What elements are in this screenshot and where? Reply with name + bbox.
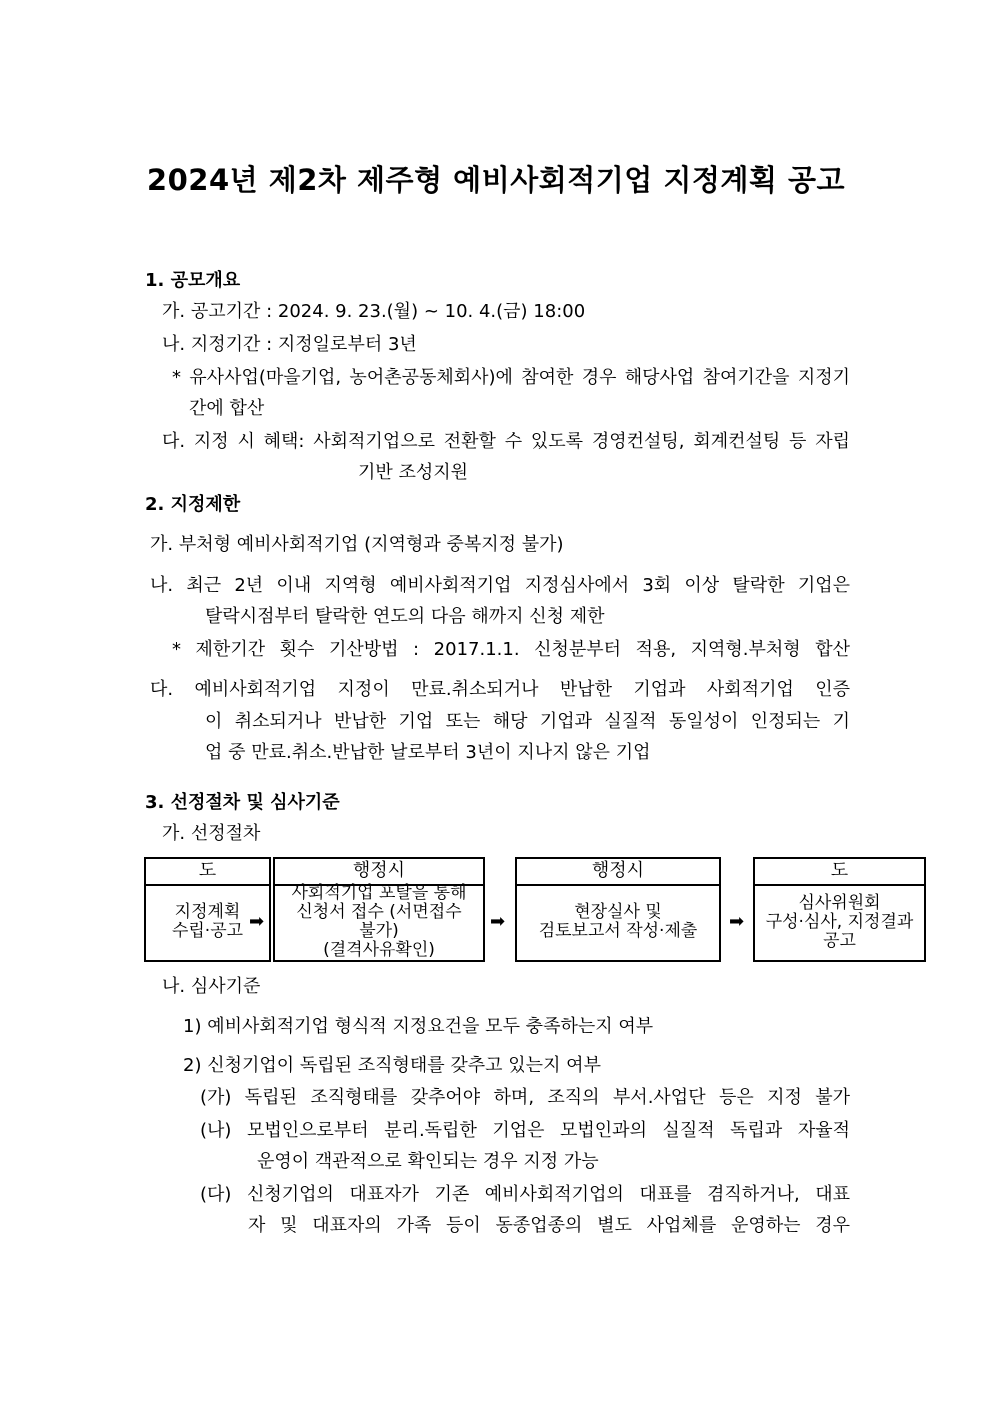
flow-step-1-desc: 지정계획 수립·공고 <box>171 902 244 941</box>
flow-step-3-org: 행정시 <box>517 859 719 886</box>
s2-item-da-line-1: 다. 예비사회적기업 지정이 만료.취소되거나 반납한 기업과 사회적기업 인증 <box>150 679 850 700</box>
s3-criterion-2: 2) 신청기업이 독립된 조직형태를 갖추고 있는지 여부 <box>183 1055 601 1076</box>
s3-criterion-2-na-line-1: (나) 모법인으로부터 분리.독립한 기업은 모법인과의 실질적 독립과 자율적 <box>200 1120 850 1141</box>
s3-criterion-2-da-line-1: (다) 신청기업의 대표자가 기존 예비사회적기업의 대표를 겸직하거나, 대표 <box>200 1184 850 1205</box>
flow-step-3 <box>515 857 721 962</box>
s2-item-ga: 가. 부처형 예비사회적기업 (지역형과 중복지정 불가) <box>150 534 564 555</box>
flow-arrow-right-icon: ➡ <box>490 911 506 932</box>
section-3-heading: 3. 선정절차 및 심사기준 <box>145 792 340 813</box>
s3-item-na: 나. 심사기준 <box>162 976 261 997</box>
s1-note-line-2: 간에 합산 <box>189 398 265 419</box>
flow-step-2-desc: 사회적기업 포탈을 통해 신청서 접수 (서면접수 불가) (결격사유확인) <box>291 883 467 960</box>
flow-step-2 <box>273 857 485 962</box>
s3-item-ga: 가. 선정절차 <box>162 823 261 844</box>
flow-step-4-desc: 심사위원회 구성·심사, 지정결과 공고 <box>765 892 914 951</box>
s3-criterion-2-ga: (가) 독립된 조직형태를 갖추어야 하며, 조직의 부서.사업단 등은 지정 불가 <box>200 1087 850 1108</box>
s1-item-da-line-1: 다. 지정 시 혜택: 사회적기업으로 전환할 수 있도록 경영컨설팅, 회계컨설팅 등 자립 <box>162 431 850 452</box>
section-2-heading: 2. 지정제한 <box>145 494 241 515</box>
s1-item-na: 나. 지정기간 : 지정일로부터 3년 <box>162 334 417 355</box>
s3-criterion-1: 1) 예비사회적기업 형식적 지정요건을 모두 충족하는지 여부 <box>183 1016 654 1037</box>
document-title: 2024년 제2차 제주형 예비사회적기업 지정계획 공고 <box>146 163 846 197</box>
flow-step-1 <box>144 857 271 962</box>
s3-criterion-2-na-line-2: 운영이 객관적으로 확인되는 경우 지정 가능 <box>257 1151 599 1172</box>
s3-criterion-2-da-line-2: 자 및 대표자의 가족 등이 동종업종의 별도 사업체를 운영하는 경우 <box>248 1215 850 1236</box>
s2-note: * 제한기간 횟수 기산방법 : 2017.1.1. 신청분부터 적용, 지역형.부처형 합산 <box>172 639 850 660</box>
s2-item-da-line-2: 이 취소되거나 반납한 기업 또는 해당 기업과 실질적 동일성이 인정되는 기 <box>205 711 850 732</box>
flow-step-1-org: 도 <box>146 859 269 886</box>
section-1-heading: 1. 공모개요 <box>145 270 241 291</box>
flow-arrow-right-icon: ➡ <box>249 911 265 932</box>
s1-item-ga: 가. 공고기간 : 2024. 9. 23.(월) ~ 10. 4.(금) 18:00 <box>162 301 586 322</box>
s1-note-line-1: * 유사사업(마을기업, 농어촌공동체회사)에 참여한 경우 해당사업 참여기간을 지정기 <box>172 367 850 388</box>
s2-item-na-line-1: 나. 최근 2년 이내 지역형 예비사회적기업 지정심사에서 3회 이상 탈락한 기업은 <box>150 575 850 596</box>
flow-step-2-org: 행정시 <box>275 859 483 886</box>
s1-item-da-line-2: 기반 조성지원 <box>358 462 469 483</box>
flow-step-3-desc: 현장실사 및 검토보고서 작성·제출 <box>538 902 698 941</box>
flow-arrow-right-icon: ➡ <box>729 911 745 932</box>
flow-step-4-org: 도 <box>755 859 924 886</box>
s2-item-na-line-2: 탈락시점부터 탈락한 연도의 다음 해까지 신청 제한 <box>205 606 605 627</box>
s2-item-da-line-3: 업 중 만료.취소.반납한 날로부터 3년이 지나지 않은 기업 <box>205 742 651 763</box>
flow-step-4 <box>753 857 926 962</box>
